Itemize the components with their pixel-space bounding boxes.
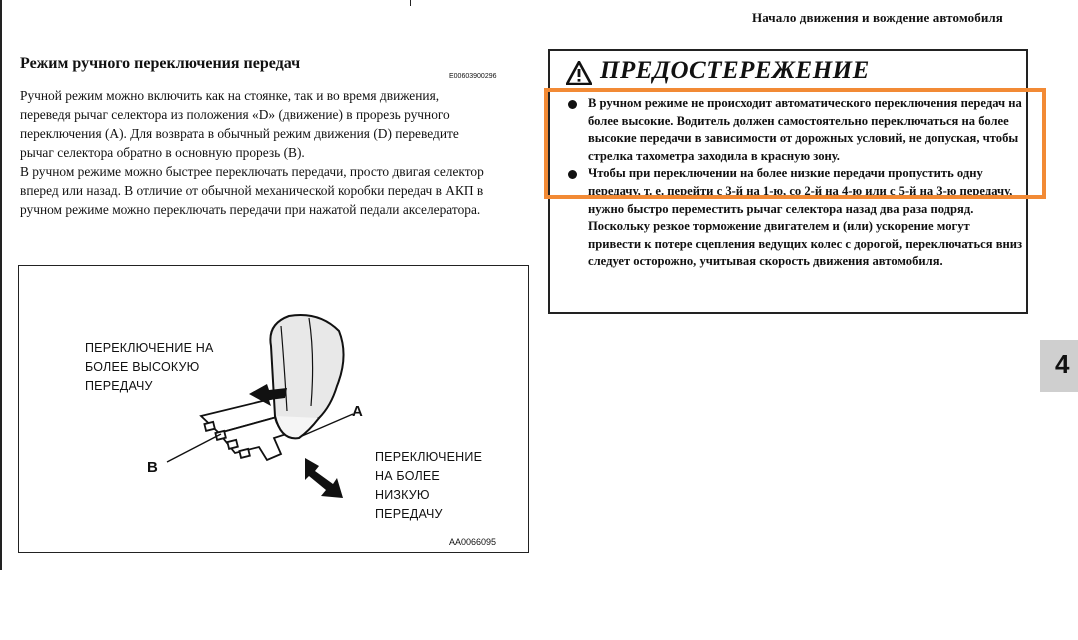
upshift-label-line: БОЛЕЕ ВЫСОКУЮ [85, 360, 200, 374]
warning-title: ПРЕДОСТЕРЕЖЕНИЕ [600, 57, 870, 84]
running-header: Начало движения и вождение автомобиля [752, 10, 1003, 25]
shift-lever [270, 315, 343, 438]
upshift-label-line: ПЕРЕДАЧУ [85, 379, 153, 393]
warning-item-text: В ручном режиме не происходит автоматического переключения передач на более высокие. Водитель должен самостоятельно переключаться на более высокие передачи в зависимости от дорожных условий, не допуская, чтобы стрелка тахометра заходила в красную зону. [588, 96, 1022, 163]
left-margin-line [0, 0, 2, 570]
paragraph: В ручном режиме можно быстрее переключать передачи, просто двигая селектор вперед или назад. В отличие от обычной механической коробки передач в АКП в ручном режиме можно переключать передачи при нажатой педали акселератора. [20, 164, 484, 217]
gear-shift-figure [18, 265, 529, 553]
downshift-label-line: НИЗКУЮ [375, 488, 430, 502]
warning-item-text: Чтобы при переключении на более низкие передачи пропустить одну передачу, т. е. перейти с 3-й на 1-ю, со 2-й на 4-ю или с 5-й на 3-ю передачу, нужно быстро переместить рычаг селектора назад два раза подряд. Поскольку резкое торможение двигателем и (или) ускорение могут привести к потере сцепления ведущих колес с дорогой, переключаться вниз следует осторожно, учитывая скорость движения автомобиля. [588, 166, 1023, 269]
label-b: B [147, 459, 158, 476]
article-body [20, 86, 490, 219]
downshift-label-line: ПЕРЕКЛЮЧЕНИЕ [375, 450, 483, 464]
chapter-tab [1040, 340, 1078, 392]
downshift-label-line: ПЕРЕДАЧУ [375, 507, 443, 521]
downshift-label-line: НА БОЛЕЕ [375, 469, 440, 483]
highlight-box [544, 88, 1046, 199]
shifter-illustration [19, 266, 527, 551]
figure-code: AA0066095 [449, 537, 497, 547]
b-leader [167, 434, 221, 462]
paragraph: Ручной режим можно включить как на стоянке, так и во время движения, переведя рычаг селектора из положения «D» (движение) в прорезь ручного переключения (А). Для возврата в обычный режим движения (D) переведите рычаг селектора обратно в основную прорезь (В). [20, 88, 459, 160]
article-code: E00603900296 [449, 73, 497, 80]
downshift-arrow [305, 458, 343, 498]
upshift-label-line: ПЕРЕКЛЮЧЕНИЕ НА [85, 341, 214, 355]
warning-triangle-icon [566, 61, 592, 85]
chapter-number: 4 [1055, 349, 1070, 379]
label-a: A [352, 403, 363, 420]
article-title: Режим ручного переключения передач [20, 55, 301, 72]
top-margin-tick [410, 0, 411, 6]
